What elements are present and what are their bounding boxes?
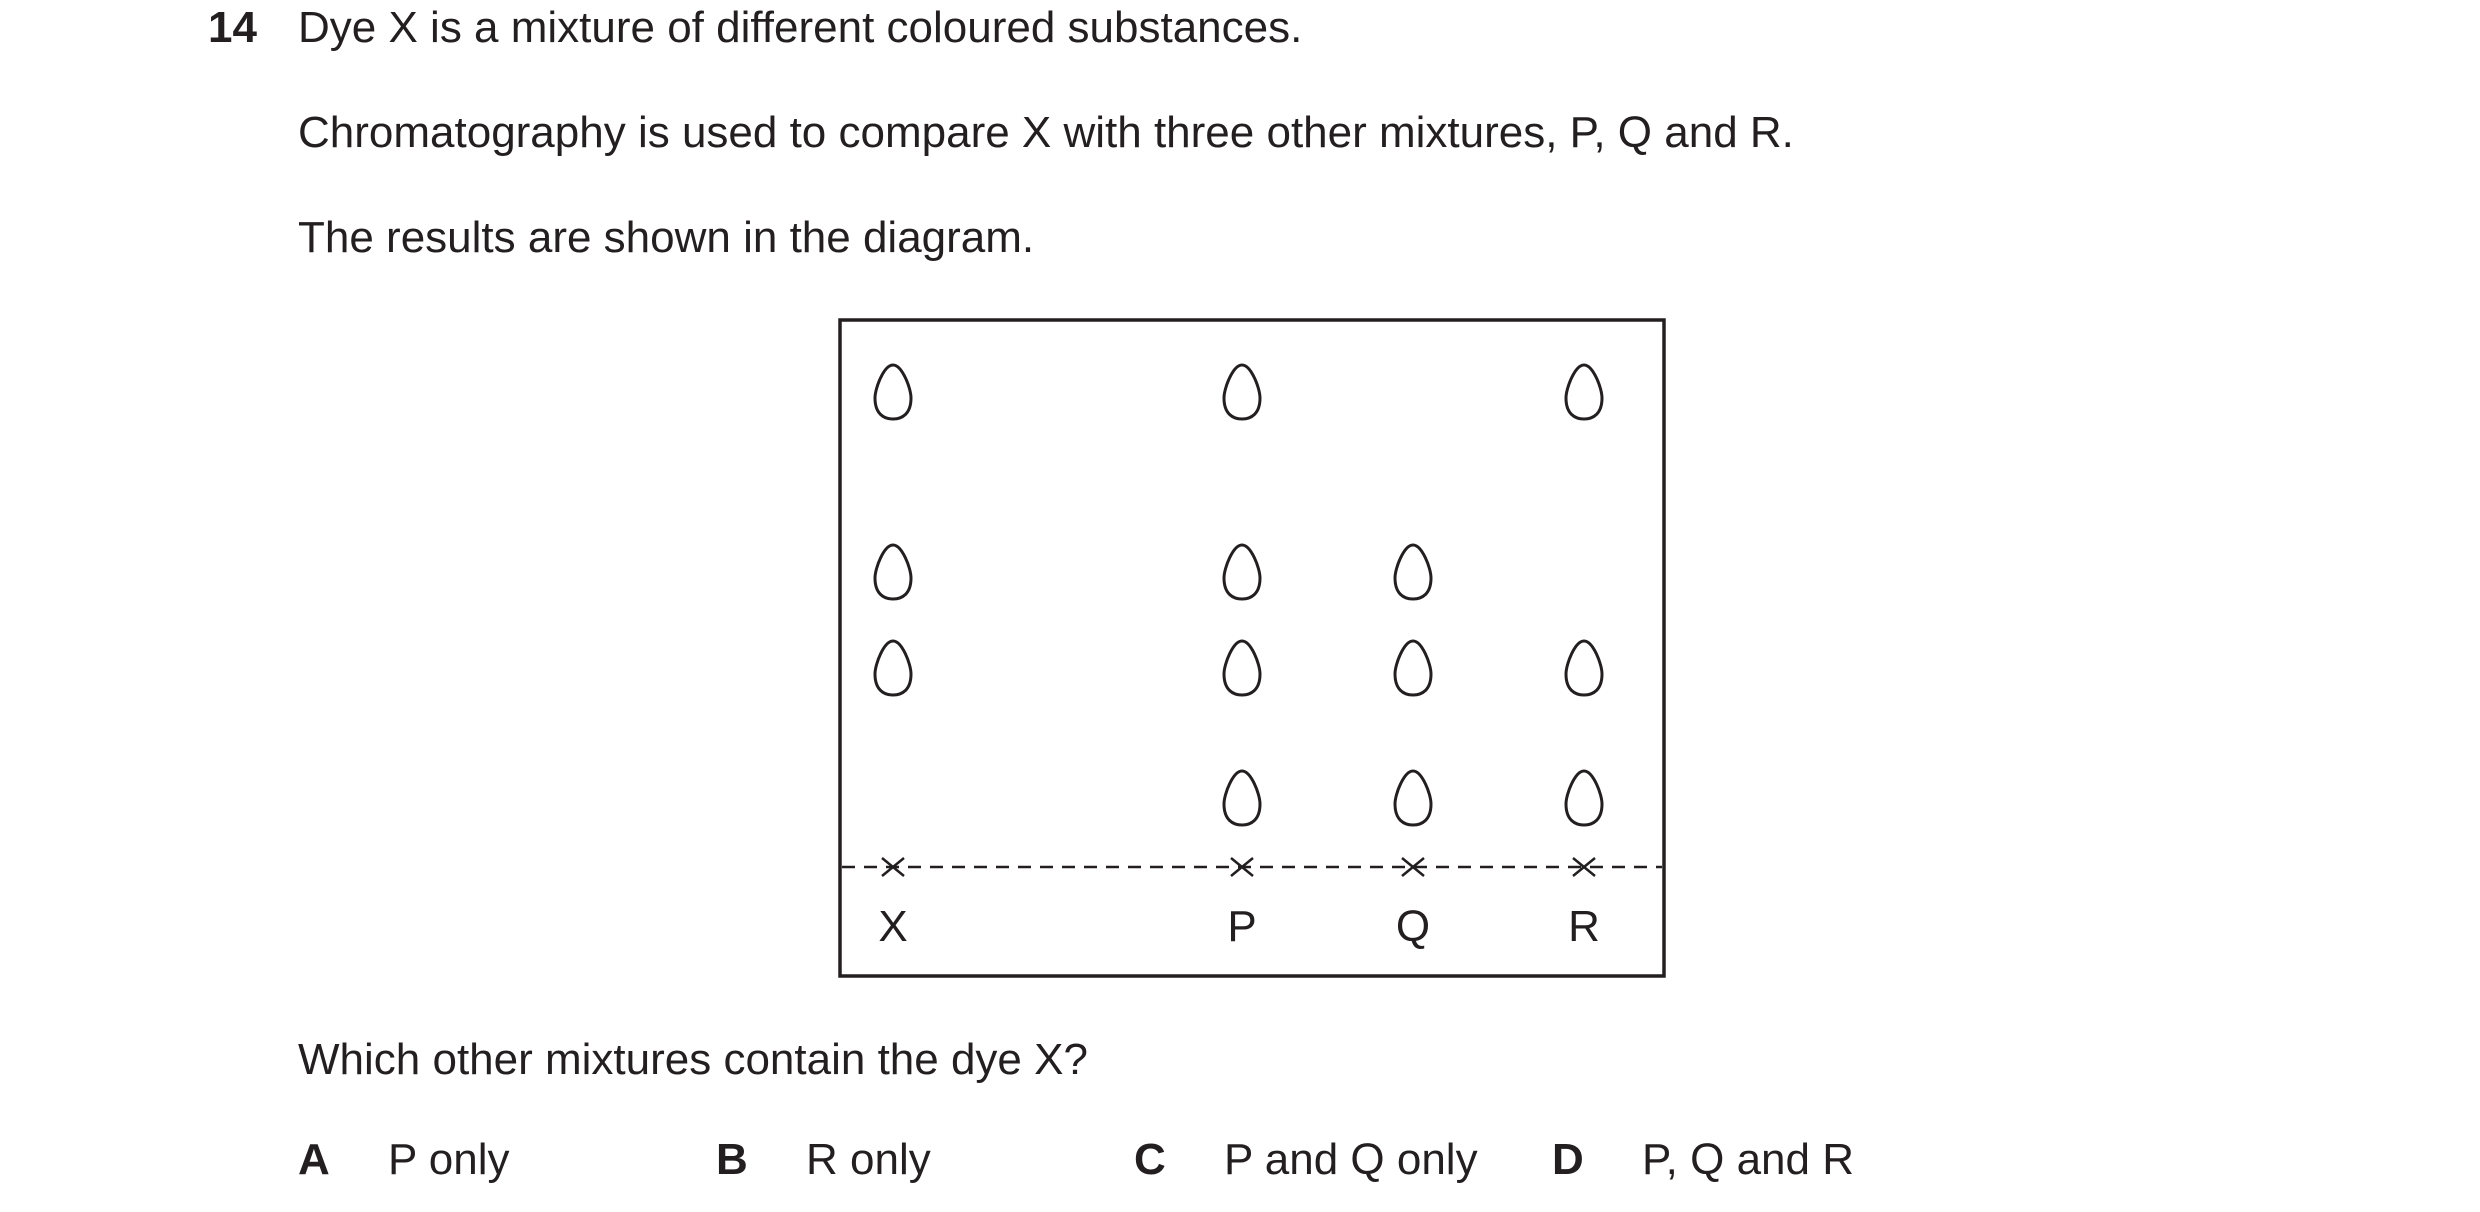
- spot-r: [1566, 641, 1602, 695]
- option-a-text[interactable]: P only: [388, 1135, 510, 1184]
- start-mark-x: [882, 858, 904, 876]
- spot-r: [1566, 365, 1602, 419]
- spot-x: [875, 641, 911, 695]
- question-stem-line: The results are shown in the diagram.: [298, 213, 1035, 262]
- option-d-text[interactable]: P, Q and R: [1642, 1135, 1854, 1184]
- spot-x: [875, 365, 911, 419]
- option-c-text[interactable]: P and Q only: [1224, 1135, 1478, 1184]
- spot-p: [1224, 771, 1260, 825]
- spot-x: [875, 545, 911, 599]
- spot-q: [1395, 641, 1431, 695]
- question-number: 14: [208, 3, 257, 52]
- question-stem-line: Chromatography is used to compare X with three other mixtures, P, Q and R.: [298, 108, 1794, 157]
- option-c-letter[interactable]: C: [1134, 1135, 1166, 1184]
- question-prompt: Which other mixtures contain the dye X?: [298, 1035, 1088, 1084]
- lane-label-x: X: [878, 902, 908, 951]
- spot-p: [1224, 641, 1260, 695]
- lane-label-r: R: [1568, 902, 1600, 951]
- spot-p: [1224, 365, 1260, 419]
- option-a-letter[interactable]: A: [298, 1135, 330, 1184]
- spot-r: [1566, 771, 1602, 825]
- spot-q: [1395, 545, 1431, 599]
- option-b-letter[interactable]: B: [716, 1135, 748, 1184]
- lane-label-q: Q: [1395, 902, 1431, 951]
- lane-label-p: P: [1227, 902, 1257, 951]
- question-stem-line: Dye X is a mixture of different coloured substances.: [298, 3, 1303, 52]
- option-b-text[interactable]: R only: [806, 1135, 931, 1184]
- spot-q: [1395, 771, 1431, 825]
- spot-p: [1224, 545, 1260, 599]
- option-d-letter[interactable]: D: [1552, 1135, 1584, 1184]
